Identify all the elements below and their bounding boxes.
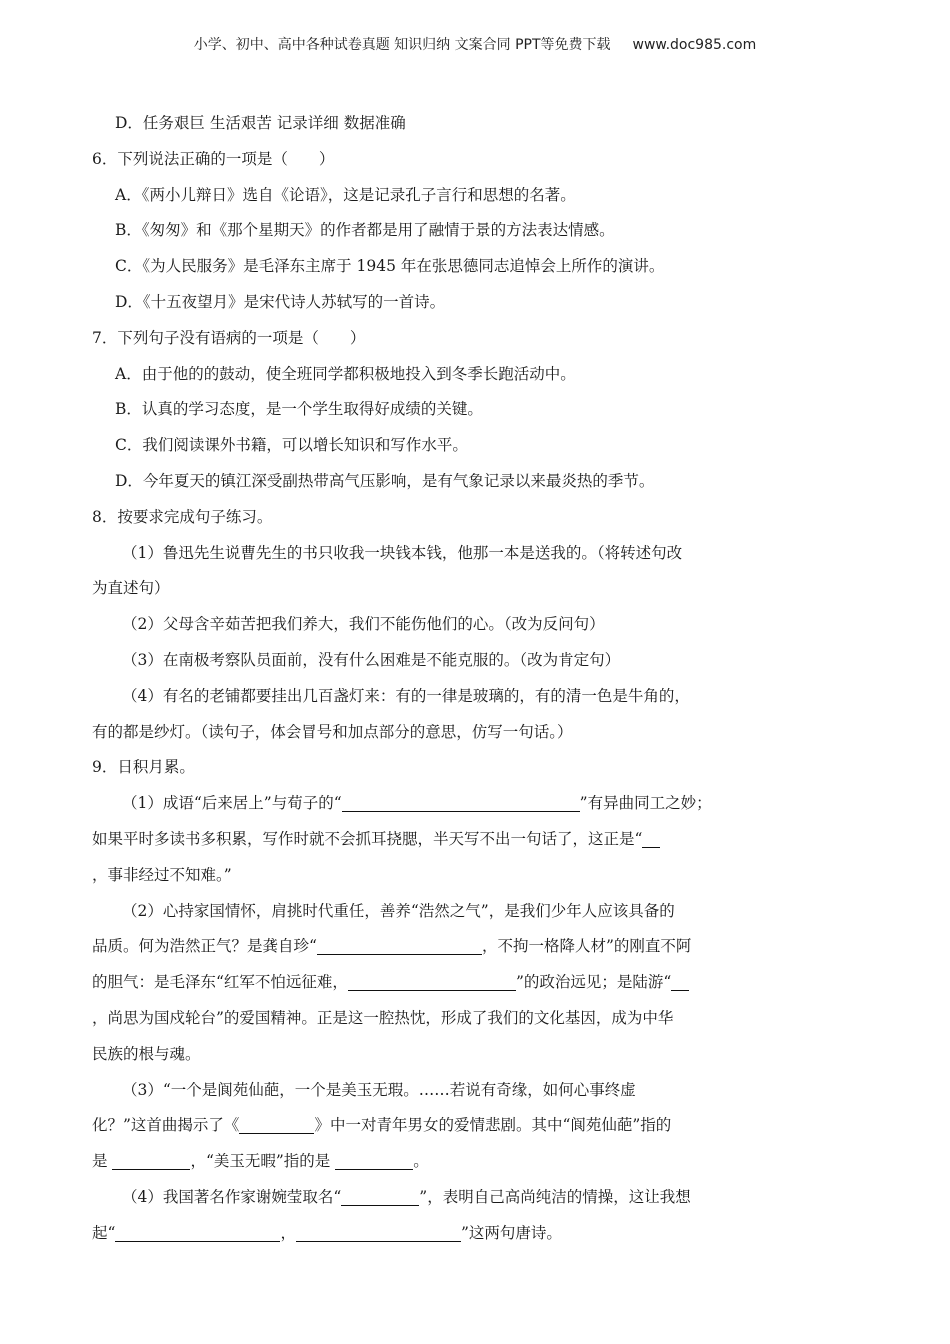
q9-stem: 9．日积月累。 [92,758,195,777]
answer-blank[interactable] [296,1221,461,1242]
header-text: 小学、初中、高中各种试卷真题 知识归纳 文案合同 PPT等免费下载 [193,37,611,53]
q7-option-b: B．认真的学习态度，是一个学生取得好成绩的关键。 [115,400,483,419]
q8-part4-line2: 有的都是纱灯。（读句子，体会冒号和加点部分的意思，仿写一句话。） [92,722,573,741]
q9-part4-text: （4）我国著名作家谢婉莹取名“ [122,1187,342,1206]
q9-part1-line2 [92,822,784,858]
q8-stem: 8．按要求完成句子练习。 [92,507,273,526]
q9-part4-text: ”这两句唐诗。 [460,1223,562,1242]
q7-option-a: A．由于他的的鼓动，使全班同学都积极地投入到冬季长跑活动中。 [115,364,576,383]
q8-part2: （2）父母含辛茹苦把我们养大，我们不能伤他们的心。（改为反问句） [122,615,605,634]
q6-option-d: D．《十五夜望月》是宋代诗人苏轼写的一首诗。 [115,292,446,311]
q9-part1-text: ”有异曲同工之妙； [579,794,712,813]
q9-part3-text: 。 [413,1152,429,1171]
answer-blank[interactable] [642,827,660,848]
q8-part1-line2: 为直述句） [92,579,170,598]
answer-blank[interactable] [112,1149,190,1170]
q9-part2-line4: ，尚思为国戍轮台”的爱国精神。正是这一腔热忱，形成了我们的文化基因，成为中华 [92,1008,674,1027]
answer-blank[interactable] [671,970,689,991]
q9-part1-text: 如果平时多读书多积累，写作时就不会抓耳挠腮，半天写不出一句话了，这正是“ [92,829,643,848]
q9-part4-text: ”，表明自己高尚纯洁的情操，这让我想 [419,1187,691,1206]
page-header [0,34,950,54]
q9-part4-line1 [92,1180,784,1216]
answer-blank[interactable] [317,934,482,955]
q6-option-c: C．《为人民服务》是毛泽东主席于 1945 年在张思德同志追悼会上所作的演讲。 [115,257,665,276]
q9-part1-line1 [92,786,784,822]
q9-part2-text: 的胆气：是毛泽东“红军不怕远征难， [92,973,348,992]
q9-part4-text: ， [280,1223,296,1242]
q9-part2-line5: 民族的根与魂。 [92,1044,201,1063]
answer-blank[interactable] [115,1221,280,1242]
q9-part2-line2 [92,929,784,965]
q9-part3-line3 [92,1144,784,1180]
q9-part2-text: ”的政治远见；是陆游“ [515,973,672,992]
answer-blank[interactable] [341,1185,419,1206]
q9-part3-text: 》中一对青年男女的爱情悲剧。其中“阆苑仙葩”指的 [314,1116,672,1135]
answer-blank[interactable] [239,1113,314,1134]
answer-blank[interactable] [335,1149,413,1170]
q5-option-d: D．任务艰巨 生活艰苦 记录详细 数据准确 [115,114,406,132]
q7-stem: 7．下列句子没有语病的一项是（ ） [92,328,366,347]
q8-part4-line1: （4）有名的老铺都要挂出几百盏灯来：有的一律是玻璃的，有的清一色是牛角的， [122,686,690,705]
q9-part1-text: （1）成语“后来居上”与荀子的“ [122,794,342,813]
q7-option-d: D．今年夏天的镇江深受副热带高气压影响，是有气象记录以来最炎热的季节。 [115,471,655,490]
q9-part2-text: ，不拘一格降人材”的刚直不阿 [481,937,692,956]
q8-part3: （3）在南极考察队员面前，没有什么困难是不能克服的。（改为肯定句） [122,650,621,669]
q7-option-c: C．我们阅读课外书籍，可以增长知识和写作水平。 [115,436,468,455]
exam-content [92,106,784,1252]
q9-part2-text: 品质。何为浩然正气？是龚自珍“ [92,937,317,956]
q9-part3-text: 化？”这首曲揭示了《 [92,1116,240,1135]
q9-part4-line2 [92,1216,784,1252]
header-url: www.doc985.com [632,37,757,53]
q9-part3-line2 [92,1108,784,1144]
q9-part2-line1: （2）心持家国情怀，肩挑时代重任，善养“浩然之气”，是我们少年人应该具备的 [122,901,675,920]
q6-option-a: A．《两小儿辩日》选自《论语》，这是记录孔子言行和思想的名著。 [115,185,576,204]
q6-stem: 6．下列说法正确的一项是（ ） [92,149,335,168]
q8-part1-line1: （1）鲁迅先生说曹先生的书只收我一块钱本钱，他那一本是送我的。（将转述句改 [122,543,683,562]
q9-part4-text: 起“ [92,1223,116,1242]
answer-blank[interactable] [348,970,516,991]
q9-part3-text: ，“美玉无暇”指的是 [190,1152,336,1171]
q9-part1-line3: ，事非经过不知难。” [92,865,232,884]
answer-blank[interactable] [342,791,580,812]
q9-part3-line1: （3）“一个是阆苑仙葩，一个是美玉无瑕。……若说有奇缘，如何心事终虚 [122,1080,636,1099]
q9-part3-text: 是 [92,1152,113,1171]
q9-part2-line3 [92,965,784,1001]
q6-option-b: B．《匆匆》和《那个星期天》的作者都是用了融情于景的方法表达情感。 [115,221,615,240]
